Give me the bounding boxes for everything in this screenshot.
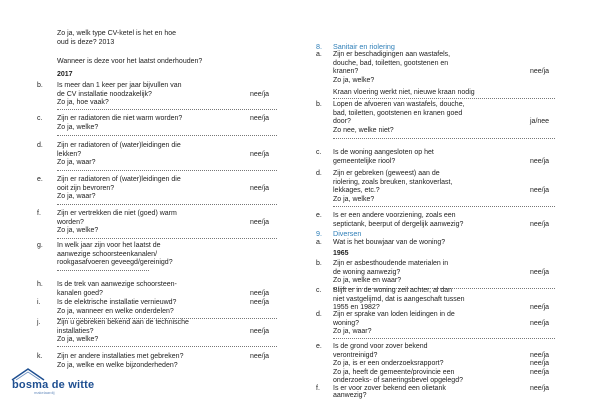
item-e-line-3: Zo ja, waar? [57, 193, 96, 201]
r8-a-line-3: kranen? [333, 68, 359, 76]
r8-b-label: b. [316, 101, 322, 108]
r8-b-line-4: Zo nee, welke niet? [333, 126, 394, 134]
r9-e-line-4: Zo ja, heeft de gemeente/provincie een [333, 368, 455, 376]
section-9-number: 9. [316, 229, 322, 238]
r9-f-label: f. [316, 385, 320, 392]
item-i-line-1: Is de elektrische installatie vernieuwd? [57, 299, 177, 306]
r9-e-line-2: verontreinigd? [333, 351, 378, 359]
r9-a-label: a. [316, 238, 322, 246]
r8-c-label: c. [316, 149, 322, 156]
item-d-answer[interactable]: nee/ja [250, 150, 270, 158]
item-i-label: i. [37, 299, 41, 306]
item-e-label: e. [37, 176, 43, 183]
r8-a-line-2: douche, bad, toiletten, gootstenen en [333, 59, 449, 67]
r9-b-label: b. [316, 260, 322, 267]
maintenance-question: Wanneer is deze voor het laatst onderhouden? [57, 58, 203, 65]
r8-b-line-3: door? [333, 118, 351, 126]
item-f-label: f. [37, 210, 41, 217]
item-j-line-1: Zijn u gebreken bekend aan de technische [57, 319, 189, 326]
r8-d-line-1: Zijn er gebreken (geweest) aan de [333, 170, 440, 177]
r8-note: Kraan vloering werkt niet, nieuwe kraan nodig [333, 89, 475, 96]
answer-line[interactable] [57, 204, 277, 205]
item-k-line-1: Zijn er andere installaties met gebreken? [57, 353, 184, 360]
item-h-line-1: Is de trek van aanwezige schoorsteen- [57, 281, 177, 288]
r8-b-line-2: bad, toiletten, gootstenen en kranen goed [333, 109, 463, 117]
r8-d-line-2: riolering, zoals breuken, stankoverlast, [333, 178, 453, 186]
r9-e-line-3: Zo ja, is er een onderzoeksrapport? [333, 360, 444, 368]
item-f-line-3: Zo ja, welke? [57, 227, 99, 235]
r9-e-answer-2[interactable]: nee/ja [530, 360, 550, 368]
build-year: 1965 [333, 250, 349, 257]
item-i-answer[interactable]: nee/ja [250, 299, 270, 306]
item-f-answer[interactable]: nee/ja [250, 218, 270, 226]
r8-a-answer[interactable]: nee/ja [530, 68, 550, 76]
r9-c-label: c. [316, 287, 322, 294]
r8-c-answer[interactable]: nee/ja [530, 157, 550, 165]
item-h-label: h. [37, 281, 43, 288]
r8-d-line-4: Zo ja, welke? [333, 195, 375, 203]
item-d-line-3: Zo ja, waar? [57, 159, 96, 167]
r9-a-line-1: Wat is het bouwjaar van de woning? [333, 238, 446, 246]
r9-e-answer-1[interactable]: nee/ja [530, 351, 550, 359]
item-k-label: k. [37, 353, 43, 360]
r8-e-line-1: Is er een andere voorziening, zoals een [333, 212, 456, 219]
item-c-line-2: Zo ja, welke? [57, 123, 99, 131]
r9-c-line-1: Blijft er in de woning zeil achter, al dan [333, 287, 453, 294]
item-c-answer[interactable]: nee/ja [250, 115, 270, 122]
r9-f-line-1: Is er voor zover bekend een olietank [333, 385, 446, 392]
r8-b-line-1: Lopen de afvoeren van wastafels, douche, [333, 101, 465, 108]
item-e-line-1: Zijn er radiatoren of (water)leidingen die [57, 176, 181, 183]
item-i-line-2: Zo ja, wanneer en welke onderdelen? [57, 307, 174, 315]
r8-d-label: d. [316, 170, 322, 177]
r8-a-line-1: Zijn er beschadigingen aan wastafels, [333, 51, 451, 58]
r8-c-line-1: Is de woning aangesloten op het [333, 149, 434, 156]
r9-e-line-5: onderzoeks- of saneringsbevel opgelegd? [333, 377, 463, 385]
intro-line-2: oud is deze? 2013 [57, 38, 115, 46]
r9-e-answer-3[interactable]: nee/ja [530, 368, 550, 376]
item-k-answer[interactable]: nee/ja [250, 353, 270, 360]
maintenance-answer: 2017 [57, 71, 73, 78]
logo-subtitle: makelaardij [34, 390, 55, 395]
r9-f-line-2: aanwezig? [333, 392, 367, 399]
item-g-label: g. [37, 242, 43, 249]
r8-e-line-2: septictank, beerput of dergelijk aanwezig? [333, 220, 464, 228]
answer-line[interactable] [333, 98, 555, 99]
r9-d-answer[interactable]: nee/ja [530, 319, 550, 327]
r9-c-answer[interactable]: nee/ja [530, 304, 550, 312]
item-g-line-1: In welk jaar zijn voor het laatst de [57, 242, 161, 249]
r9-d-line-3: Zo ja, waar? [333, 328, 372, 336]
r8-d-line-3: lekkages, etc.? [333, 187, 380, 195]
intro-line-1: Zo ja, welk type CV-ketel is het en hoe [57, 30, 177, 37]
item-e-line-2: ooit zijn bevroren? [57, 184, 115, 192]
item-b-answer[interactable]: nee/ja [250, 90, 270, 98]
r8-e-label: e. [316, 212, 322, 219]
item-k-line-2: Zo ja, welke en welke bijzonderheden? [57, 361, 178, 369]
r9-c-line-2: niet vastgelijmd, dat is aangeschaft tussen [333, 295, 465, 303]
item-b-label: b. [37, 82, 43, 89]
r8-c-line-2: gemeentelijke riool? [333, 157, 396, 165]
r8-a-line-4: Zo ja, welke? [333, 76, 375, 84]
section-8-title: Sanitair en riolering [333, 42, 395, 51]
r8-e-answer[interactable]: nee/ja [530, 220, 550, 228]
item-j-label: j. [37, 319, 41, 326]
r9-d-line-2: woning? [333, 319, 360, 327]
item-j-line-3: Zo ja, welke? [57, 336, 99, 344]
item-e-answer[interactable]: nee/ja [250, 184, 270, 192]
r9-c-line-3: 1955 en 1982? [333, 304, 380, 312]
r9-e-line-1: Is de grond voor zover bekend [333, 343, 428, 350]
r8-d-answer[interactable]: nee/ja [530, 187, 550, 195]
answer-line[interactable] [333, 138, 555, 139]
answer-line[interactable] [333, 338, 555, 339]
item-d-label: d. [37, 142, 43, 149]
answer-line[interactable] [57, 109, 277, 110]
item-g-line-2: aanwezige schoorsteenkanalen/ [57, 250, 158, 258]
r9-b-line-2: de woning aanwezig? [333, 268, 401, 276]
item-g-line-3: rookgasafvoeren geveegd/gereinigd? [57, 259, 173, 267]
answer-line[interactable] [57, 170, 277, 171]
r9-b-line-1: Zijn er asbesthoudende materialen in [333, 260, 449, 267]
item-h-line-2: kanalen goed? [57, 289, 103, 297]
item-c-line-1: Zijn er radiatoren die niet warm worden? [57, 115, 183, 122]
item-b-line-1: Is meer dan 1 keer per jaar bijvullen van [57, 82, 182, 89]
r8-a-label: a. [316, 51, 322, 58]
item-b-line-2: de CV installatie noodzakelijk? [57, 90, 152, 98]
item-b-line-3: Zo ja, hoe vaak? [57, 99, 109, 107]
answer-line[interactable] [57, 238, 277, 239]
answer-line[interactable] [333, 206, 555, 207]
r9-b-answer[interactable]: nee/ja [530, 268, 550, 276]
item-j-answer[interactable]: nee/ja [250, 327, 270, 335]
item-j-line-2: installaties? [57, 327, 94, 335]
r9-f-answer[interactable]: nee/ja [530, 385, 550, 392]
section-8-number: 8. [316, 42, 322, 51]
logo-text: bosma de witte [12, 379, 95, 391]
item-c-label: c. [37, 115, 43, 122]
item-h-answer[interactable]: nee/ja [250, 289, 270, 297]
answer-line[interactable] [57, 135, 277, 136]
r9-d-line-1: Zijn er sprake van loden leidingen in de [333, 311, 455, 318]
r9-d-label: d. [316, 311, 322, 318]
company-logo [4, 366, 122, 396]
answer-line[interactable] [57, 346, 277, 347]
item-f-line-1: Zijn er vertrekken die niet (goed) warm [57, 210, 177, 217]
answer-line[interactable] [57, 270, 149, 271]
r9-b-line-3: Zo ja, welke en waar? [333, 277, 402, 285]
item-d-line-2: lekken? [57, 150, 82, 158]
r8-b-answer[interactable]: ja/nee [530, 118, 550, 126]
section-9-title: Diversen [333, 229, 362, 238]
item-d-line-1: Zijn er radiatoren of (water)leidingen die [57, 142, 181, 149]
item-f-line-2: worden? [57, 218, 84, 226]
r9-e-label: e. [316, 343, 322, 350]
